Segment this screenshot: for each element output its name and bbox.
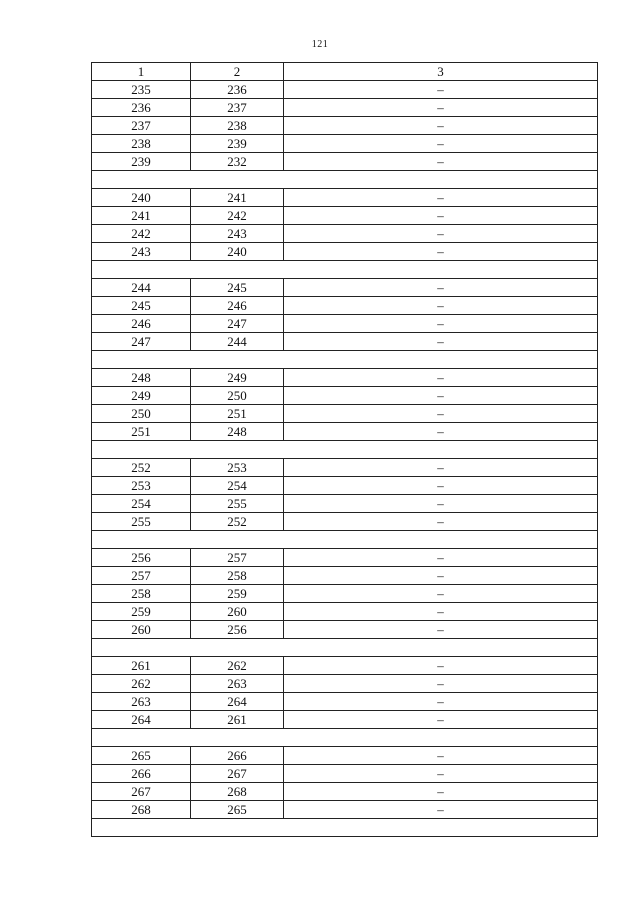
table-cell-col-2: 257	[191, 549, 284, 567]
table-row	[92, 117, 598, 135]
table-cell-col-3: –	[284, 693, 598, 711]
group-separator-row	[92, 531, 598, 549]
table-cell-col-1: 236	[92, 99, 191, 117]
group-separator-row	[92, 171, 598, 189]
table-cell-col-1: 267	[92, 783, 191, 801]
table-cell-col-2: 239	[191, 135, 284, 153]
table-cell-col-3: –	[284, 711, 598, 729]
table-row	[92, 189, 598, 207]
table-cell-col-3: –	[284, 189, 598, 207]
table-cell-col-3: –	[284, 513, 598, 531]
separator-cell	[92, 729, 598, 747]
table-cell-col-1: 252	[92, 459, 191, 477]
group-separator-row	[92, 441, 598, 459]
table-cell-col-2: 252	[191, 513, 284, 531]
table-cell-col-1: 265	[92, 747, 191, 765]
group-separator-row	[92, 729, 598, 747]
table-cell-col-3: –	[284, 81, 598, 99]
table-row	[92, 207, 598, 225]
table-row	[92, 333, 598, 351]
table-cell-col-3: –	[284, 243, 598, 261]
table-cell-col-1: 259	[92, 603, 191, 621]
table-cell-col-1: 243	[92, 243, 191, 261]
table-cell-col-1: 245	[92, 297, 191, 315]
table-cell-col-3: –	[284, 675, 598, 693]
table-cell-col-2: 263	[191, 675, 284, 693]
group-separator-row	[92, 639, 598, 657]
table-cell-col-2: 255	[191, 495, 284, 513]
table-header-row	[92, 63, 598, 81]
table-cell-col-3: –	[284, 585, 598, 603]
table-cell-col-2: 237	[191, 99, 284, 117]
table-cell-col-3: –	[284, 603, 598, 621]
table-row	[92, 783, 598, 801]
table-row	[92, 747, 598, 765]
table-row	[92, 801, 598, 819]
table-cell-col-1: 261	[92, 657, 191, 675]
group-separator-row	[92, 351, 598, 369]
table-cell-col-2: 247	[191, 315, 284, 333]
table-cell-col-1: 260	[92, 621, 191, 639]
table-row	[92, 477, 598, 495]
table-cell-col-3: –	[284, 765, 598, 783]
table-row	[92, 711, 598, 729]
table-row	[92, 495, 598, 513]
table-cell-col-2: 256	[191, 621, 284, 639]
separator-cell	[92, 531, 598, 549]
separator-cell	[92, 639, 598, 657]
table-cell-col-1: 250	[92, 405, 191, 423]
table-cell-col-3: –	[284, 297, 598, 315]
table-cell-col-1: 246	[92, 315, 191, 333]
table-row	[92, 243, 598, 261]
table-cell-col-3: –	[284, 135, 598, 153]
table-cell-col-2: 244	[191, 333, 284, 351]
table-cell-col-2: 249	[191, 369, 284, 387]
table-cell-col-3: –	[284, 567, 598, 585]
table-row	[92, 549, 598, 567]
table-row	[92, 657, 598, 675]
table-cell-col-1: 239	[92, 153, 191, 171]
table-cell-col-1: 263	[92, 693, 191, 711]
separator-cell	[92, 261, 598, 279]
table-cell-col-2: 241	[191, 189, 284, 207]
group-separator-row	[92, 819, 598, 837]
table-cell-col-1: 255	[92, 513, 191, 531]
table-cell-col-1: 240	[92, 189, 191, 207]
table-cell-col-1: 247	[92, 333, 191, 351]
table-row	[92, 297, 598, 315]
table-cell-col-2: 236	[191, 81, 284, 99]
table-row	[92, 459, 598, 477]
table-cell-col-2: 253	[191, 459, 284, 477]
table-row	[92, 81, 598, 99]
table-cell-col-2: 254	[191, 477, 284, 495]
table-cell-col-3: –	[284, 225, 598, 243]
table-row	[92, 765, 598, 783]
data-table	[91, 62, 598, 837]
table-cell-col-1: 244	[92, 279, 191, 297]
table-cell-col-1: 241	[92, 207, 191, 225]
table-cell-col-3: –	[284, 153, 598, 171]
table-cell-col-1: 268	[92, 801, 191, 819]
header-cell-1: 1	[92, 63, 191, 81]
table-cell-col-2: 259	[191, 585, 284, 603]
table-cell-col-2: 266	[191, 747, 284, 765]
table-row	[92, 585, 598, 603]
table-cell-col-1: 264	[92, 711, 191, 729]
separator-cell	[92, 819, 598, 837]
table-cell-col-3: –	[284, 783, 598, 801]
separator-cell	[92, 171, 598, 189]
table-cell-col-3: –	[284, 495, 598, 513]
table-cell-col-2: 238	[191, 117, 284, 135]
header-cell-3: 3	[284, 63, 598, 81]
table-row	[92, 513, 598, 531]
table-cell-col-2: 267	[191, 765, 284, 783]
table-cell-col-2: 261	[191, 711, 284, 729]
table-cell-col-2: 265	[191, 801, 284, 819]
table-row	[92, 225, 598, 243]
table-row	[92, 423, 598, 441]
table-cell-col-2: 251	[191, 405, 284, 423]
table-cell-col-1: 237	[92, 117, 191, 135]
table-row	[92, 153, 598, 171]
table-row	[92, 621, 598, 639]
page-number: 121	[311, 39, 329, 50]
table-cell-col-2: 243	[191, 225, 284, 243]
group-separator-row	[92, 261, 598, 279]
table-cell-col-1: 251	[92, 423, 191, 441]
table-cell-col-3: –	[284, 423, 598, 441]
separator-cell	[92, 351, 598, 369]
table-cell-col-3: –	[284, 117, 598, 135]
header-cell-2: 2	[191, 63, 284, 81]
table-row	[92, 603, 598, 621]
table-cell-col-2: 248	[191, 423, 284, 441]
table-cell-col-3: –	[284, 621, 598, 639]
table-cell-col-1: 235	[92, 81, 191, 99]
table-cell-col-2: 246	[191, 297, 284, 315]
table-cell-col-3: –	[284, 459, 598, 477]
table-row	[92, 693, 598, 711]
table-cell-col-2: 264	[191, 693, 284, 711]
table-cell-col-1: 242	[92, 225, 191, 243]
table-cell-col-3: –	[284, 387, 598, 405]
table-cell-col-2: 258	[191, 567, 284, 585]
table-cell-col-1: 257	[92, 567, 191, 585]
table-row	[92, 135, 598, 153]
table-cell-col-1: 238	[92, 135, 191, 153]
table-cell-col-1: 262	[92, 675, 191, 693]
table-cell-col-2: 268	[191, 783, 284, 801]
table-cell-col-1: 266	[92, 765, 191, 783]
table-cell-col-3: –	[284, 207, 598, 225]
table-cell-col-1: 256	[92, 549, 191, 567]
table-cell-col-2: 242	[191, 207, 284, 225]
table-cell-col-2: 260	[191, 603, 284, 621]
table-row	[92, 387, 598, 405]
table-cell-col-3: –	[284, 279, 598, 297]
table-cell-col-1: 253	[92, 477, 191, 495]
table-cell-col-2: 262	[191, 657, 284, 675]
table-row	[92, 99, 598, 117]
table-cell-col-1: 248	[92, 369, 191, 387]
table-cell-col-3: –	[284, 549, 598, 567]
table-row	[92, 369, 598, 387]
table-cell-col-2: 232	[191, 153, 284, 171]
table-row	[92, 405, 598, 423]
table-cell-col-3: –	[284, 405, 598, 423]
table-row	[92, 567, 598, 585]
table-row	[92, 279, 598, 297]
table-cell-col-3: –	[284, 369, 598, 387]
table-cell-col-3: –	[284, 477, 598, 495]
table-cell-col-3: –	[284, 333, 598, 351]
table-cell-col-1: 254	[92, 495, 191, 513]
separator-cell	[92, 441, 598, 459]
table-cell-col-3: –	[284, 315, 598, 333]
table-cell-col-3: –	[284, 801, 598, 819]
table-cell-col-2: 250	[191, 387, 284, 405]
table-body	[92, 63, 598, 837]
table-cell-col-3: –	[284, 657, 598, 675]
table-cell-col-3: –	[284, 747, 598, 765]
table-cell-col-1: 258	[92, 585, 191, 603]
table-cell-col-3: –	[284, 99, 598, 117]
table-row	[92, 675, 598, 693]
table-cell-col-1: 249	[92, 387, 191, 405]
table-row	[92, 315, 598, 333]
table-cell-col-2: 240	[191, 243, 284, 261]
table-cell-col-2: 245	[191, 279, 284, 297]
